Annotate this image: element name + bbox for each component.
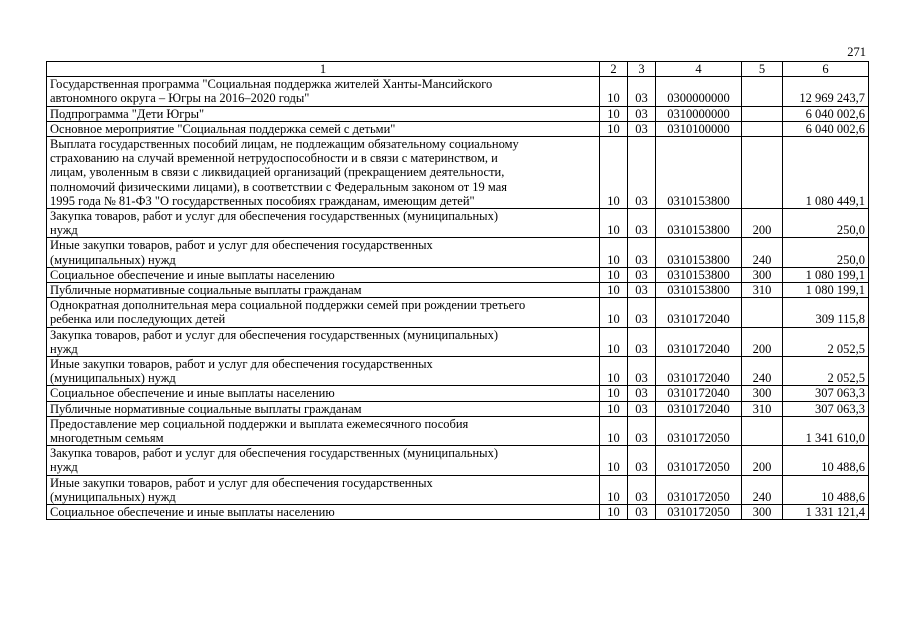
row-amount-cell: [783, 505, 869, 520]
table-row: [47, 505, 869, 520]
row-name-cell: [47, 121, 600, 136]
row-subsection-cell-text: 03: [635, 312, 648, 327]
row-expense-type-cell: [742, 386, 783, 401]
row-target-code-cell: [656, 77, 742, 106]
row-subsection-cell-text: 03: [635, 505, 648, 520]
row-section-cell-text: 10: [607, 386, 620, 401]
table-row: [47, 386, 869, 401]
row-section-cell-text: 10: [607, 371, 620, 386]
header-col-4: 4: [656, 62, 742, 77]
header-col-5: 5: [742, 62, 783, 77]
row-amount-cell: [783, 267, 869, 282]
row-target-code-cell-text: 0310172040: [667, 371, 730, 386]
row-name-cell-text: Предоставление мер социальной поддержки и выплата ежемесячного пособия многодетным семьям: [50, 416, 469, 446]
row-section-cell: [600, 238, 628, 267]
table-body: [47, 77, 869, 520]
row-name-cell: [47, 505, 600, 520]
row-target-code-cell-text: 0310153800: [667, 267, 730, 282]
row-target-code-cell-text: 0310153800: [667, 283, 730, 298]
row-target-code-cell: [656, 121, 742, 136]
row-target-code-cell: [656, 283, 742, 298]
row-amount-cell-text: 309 115,8: [815, 312, 865, 327]
row-subsection-cell-text: 03: [635, 267, 648, 282]
row-name-cell: [47, 401, 600, 416]
row-section-cell-text: 10: [607, 267, 620, 282]
row-expense-type-cell: [742, 238, 783, 267]
row-name-cell-text: Социальное обеспечение и иные выплаты населению: [50, 267, 335, 282]
table-row: [47, 106, 869, 121]
row-subsection-cell: [628, 77, 656, 106]
row-amount-cell: [783, 283, 869, 298]
row-amount-cell: [783, 416, 869, 445]
row-target-code-cell: [656, 416, 742, 445]
table-row: [47, 298, 869, 327]
row-name-cell-text: Подпрограмма "Дети Югры": [50, 106, 205, 121]
row-name-cell-text: Закупка товаров, работ и услуг для обеспечения государственных (муниципальных) нужд: [50, 327, 498, 356]
row-target-code-cell: [656, 267, 742, 282]
row-expense-type-cell-text: 310: [752, 401, 772, 416]
row-amount-cell-text: 250,0: [836, 252, 865, 267]
table-row: [47, 267, 869, 282]
table-row: [47, 357, 869, 386]
row-expense-type-cell: [742, 298, 783, 327]
row-amount-cell: [783, 209, 869, 238]
row-target-code-cell-text: 0310153800: [667, 252, 730, 267]
row-section-cell: [600, 357, 628, 386]
row-name-cell-text: Иные закупки товаров, работ и услуг для обеспечения государственных (муниципальных) нужд: [50, 475, 433, 504]
row-subsection-cell-text: 03: [635, 223, 648, 238]
row-subsection-cell: [628, 121, 656, 136]
row-target-code-cell: [656, 327, 742, 356]
budget-table: [46, 61, 869, 520]
row-name-cell-text: Государственная программа "Социальная поддержка жителей Ханты-Мансийского автономного округа – Югры на 2016–2020 годы": [50, 77, 493, 106]
row-amount-cell: [783, 121, 869, 136]
row-expense-type-cell-text: 240: [752, 489, 772, 504]
row-amount-cell: [783, 357, 869, 386]
row-subsection-cell: [628, 106, 656, 121]
row-target-code-cell-text: 0310172040: [667, 386, 730, 401]
row-expense-type-cell: [742, 106, 783, 121]
row-name-cell: [47, 446, 600, 475]
row-target-code-cell-text: 0310000000: [667, 106, 730, 121]
row-expense-type-cell: [742, 401, 783, 416]
row-amount-cell-text: 2 052,5: [827, 371, 865, 386]
row-amount-cell-text: 1 331 121,4: [805, 505, 865, 520]
row-amount-cell-text: 1 080 449,1: [805, 193, 865, 208]
row-amount-cell-text: 10 488,6: [821, 460, 865, 475]
row-section-cell-text: 10: [607, 193, 620, 208]
row-expense-type-cell: [742, 505, 783, 520]
row-section-cell: [600, 137, 628, 209]
row-expense-type-cell-text: 240: [752, 371, 772, 386]
row-name-cell-text: Социальное обеспечение и иные выплаты населению: [50, 386, 335, 401]
row-name-cell-text: Иные закупки товаров, работ и услуг для обеспечения государственных (муниципальных) нужд: [50, 357, 433, 386]
row-expense-type-cell-text: 310: [752, 283, 772, 298]
row-subsection-cell: [628, 401, 656, 416]
row-subsection-cell: [628, 137, 656, 209]
row-section-cell-text: 10: [607, 91, 620, 106]
row-expense-type-cell-text: 200: [752, 223, 772, 238]
row-amount-cell-text: 6 040 002,6: [805, 106, 865, 121]
row-expense-type-cell-text: 240: [752, 252, 772, 267]
page-number: 271: [847, 45, 866, 59]
table-row: [47, 77, 869, 106]
row-target-code-cell-text: 0310153800: [667, 223, 730, 238]
row-subsection-cell: [628, 298, 656, 327]
row-subsection-cell: [628, 238, 656, 267]
row-amount-cell-text: 12 969 243,7: [799, 91, 865, 106]
row-amount-cell-text: 1 080 199,1: [805, 267, 865, 282]
row-amount-cell-text: 1 341 610,0: [805, 431, 865, 446]
row-subsection-cell-text: 03: [635, 431, 648, 446]
row-section-cell: [600, 327, 628, 356]
row-section-cell-text: 10: [607, 121, 620, 136]
row-subsection-cell: [628, 267, 656, 282]
table-row: [47, 327, 869, 356]
header-col-1: 1: [47, 62, 600, 77]
row-name-cell: [47, 106, 600, 121]
row-name-cell-text: Публичные нормативные социальные выплаты гражданам: [50, 401, 362, 416]
row-expense-type-cell-text: 300: [752, 267, 772, 282]
table-row: [47, 238, 869, 267]
row-target-code-cell: [656, 106, 742, 121]
header-col-3: 3: [628, 62, 656, 77]
row-subsection-cell: [628, 327, 656, 356]
row-target-code-cell-text: 0310153800: [667, 193, 730, 208]
row-target-code-cell-text: 0310172040: [667, 312, 730, 327]
row-subsection-cell-text: 03: [635, 193, 648, 208]
row-subsection-cell: [628, 283, 656, 298]
row-name-cell: [47, 357, 600, 386]
row-expense-type-cell: [742, 357, 783, 386]
row-name-cell: [47, 386, 600, 401]
row-subsection-cell: [628, 416, 656, 445]
row-expense-type-cell-text: 300: [752, 505, 772, 520]
row-amount-cell: [783, 137, 869, 209]
row-name-cell: [47, 209, 600, 238]
row-target-code-cell: [656, 137, 742, 209]
row-target-code-cell-text: 0310172050: [667, 460, 730, 475]
row-section-cell: [600, 121, 628, 136]
row-subsection-cell-text: 03: [635, 91, 648, 106]
row-expense-type-cell: [742, 267, 783, 282]
row-name-cell: [47, 77, 600, 106]
row-section-cell: [600, 505, 628, 520]
row-name-cell: [47, 475, 600, 504]
row-expense-type-cell: [742, 446, 783, 475]
row-section-cell: [600, 209, 628, 238]
row-amount-cell-text: 307 063,3: [815, 401, 865, 416]
row-target-code-cell-text: 0310172050: [667, 489, 730, 504]
row-subsection-cell: [628, 475, 656, 504]
row-name-cell: [47, 283, 600, 298]
row-section-cell-text: 10: [607, 283, 620, 298]
row-target-code-cell: [656, 475, 742, 504]
row-target-code-cell: [656, 401, 742, 416]
row-expense-type-cell: [742, 327, 783, 356]
row-amount-cell: [783, 446, 869, 475]
row-amount-cell: [783, 77, 869, 106]
row-amount-cell-text: 2 052,5: [827, 341, 865, 356]
row-subsection-cell-text: 03: [635, 401, 648, 416]
row-expense-type-cell: [742, 475, 783, 504]
table-row: [47, 137, 869, 209]
row-amount-cell-text: 10 488,6: [821, 489, 865, 504]
row-name-cell-text: Закупка товаров, работ и услуг для обеспечения государственных (муниципальных) нужд: [50, 446, 498, 475]
row-amount-cell: [783, 298, 869, 327]
row-target-code-cell: [656, 298, 742, 327]
table-row: [47, 446, 869, 475]
row-expense-type-cell: [742, 416, 783, 445]
row-name-cell: [47, 267, 600, 282]
row-section-cell: [600, 416, 628, 445]
row-target-code-cell-text: 0310100000: [667, 121, 730, 136]
row-subsection-cell-text: 03: [635, 371, 648, 386]
row-amount-cell-text: 250,0: [836, 223, 865, 238]
row-amount-cell-text: 307 063,3: [815, 386, 865, 401]
row-section-cell: [600, 386, 628, 401]
row-section-cell-text: 10: [607, 312, 620, 327]
row-section-cell-text: 10: [607, 252, 620, 267]
row-subsection-cell-text: 03: [635, 489, 648, 504]
row-section-cell-text: 10: [607, 106, 620, 121]
row-amount-cell: [783, 386, 869, 401]
row-section-cell-text: 10: [607, 341, 620, 356]
row-subsection-cell-text: 03: [635, 106, 648, 121]
row-name-cell-text: Публичные нормативные социальные выплаты гражданам: [50, 283, 362, 298]
row-target-code-cell-text: 0310172040: [667, 401, 730, 416]
row-section-cell-text: 10: [607, 401, 620, 416]
row-expense-type-cell-text: 200: [752, 460, 772, 475]
row-subsection-cell: [628, 357, 656, 386]
row-section-cell: [600, 475, 628, 504]
row-expense-type-cell: [742, 137, 783, 209]
row-subsection-cell: [628, 209, 656, 238]
row-expense-type-cell-text: 200: [752, 341, 772, 356]
table-row: [47, 209, 869, 238]
row-target-code-cell: [656, 209, 742, 238]
row-subsection-cell: [628, 446, 656, 475]
row-expense-type-cell: [742, 283, 783, 298]
row-section-cell-text: 10: [607, 505, 620, 520]
table-row: [47, 416, 869, 445]
row-target-code-cell-text: 0310172040: [667, 341, 730, 356]
row-expense-type-cell: [742, 121, 783, 136]
row-subsection-cell-text: 03: [635, 252, 648, 267]
row-amount-cell-text: 6 040 002,6: [805, 121, 865, 136]
table-header: [47, 62, 869, 77]
row-section-cell: [600, 77, 628, 106]
row-name-cell: [47, 137, 600, 209]
row-subsection-cell-text: 03: [635, 460, 648, 475]
row-section-cell: [600, 267, 628, 282]
row-section-cell: [600, 401, 628, 416]
row-target-code-cell: [656, 238, 742, 267]
row-target-code-cell-text: 0300000000: [667, 91, 730, 106]
row-target-code-cell: [656, 446, 742, 475]
row-subsection-cell: [628, 505, 656, 520]
row-name-cell: [47, 416, 600, 445]
row-target-code-cell-text: 0310172050: [667, 431, 730, 446]
table-row: [47, 401, 869, 416]
table-row: [47, 121, 869, 136]
row-section-cell: [600, 283, 628, 298]
row-target-code-cell: [656, 505, 742, 520]
row-name-cell-text: Иные закупки товаров, работ и услуг для обеспечения государственных (муниципальных) нужд: [50, 238, 433, 267]
row-name-cell: [47, 298, 600, 327]
row-section-cell-text: 10: [607, 223, 620, 238]
row-name-cell-text: Закупка товаров, работ и услуг для обеспечения государственных (муниципальных) нужд: [50, 209, 498, 238]
row-subsection-cell-text: 03: [635, 121, 648, 136]
row-expense-type-cell: [742, 209, 783, 238]
row-section-cell: [600, 446, 628, 475]
row-amount-cell-text: 1 080 199,1: [805, 283, 865, 298]
table-row: [47, 283, 869, 298]
row-section-cell-text: 10: [607, 489, 620, 504]
row-name-cell-text: Основное мероприятие "Социальная поддержка семей с детьми": [50, 121, 396, 136]
row-subsection-cell: [628, 386, 656, 401]
row-section-cell: [600, 298, 628, 327]
header-row: [47, 62, 869, 77]
row-expense-type-cell: [742, 77, 783, 106]
row-subsection-cell-text: 03: [635, 341, 648, 356]
header-col-2: 2: [600, 62, 628, 77]
row-amount-cell: [783, 238, 869, 267]
row-name-cell-text: Выплата государственных пособий лицам, не подлежащим обязательному социальному страхованию на случай временной нетрудоспособности и в связи с материнством, и лицам, уволенным в связи с ликвидацией организаций (прекращением деятельности, полномочий физическими лицами), в соответствии с Федеральным законом от 19 мая 1995 года № 81-ФЗ "О государственных пособиях гражданам, имеющим детей": [50, 137, 519, 208]
row-section-cell-text: 10: [607, 431, 620, 446]
row-target-code-cell-text: 0310172050: [667, 505, 730, 520]
row-name-cell: [47, 327, 600, 356]
row-amount-cell: [783, 401, 869, 416]
table-row: [47, 475, 869, 504]
row-name-cell: [47, 238, 600, 267]
row-amount-cell: [783, 475, 869, 504]
row-section-cell-text: 10: [607, 460, 620, 475]
row-subsection-cell-text: 03: [635, 386, 648, 401]
row-name-cell-text: Социальное обеспечение и иные выплаты населению: [50, 505, 335, 520]
row-amount-cell: [783, 327, 869, 356]
row-name-cell-text: Однократная дополнительная мера социальной поддержки семей при рождении третьего ребенка или последующих детей: [50, 298, 526, 327]
row-subsection-cell-text: 03: [635, 283, 648, 298]
row-target-code-cell: [656, 386, 742, 401]
header-col-6: 6: [783, 62, 869, 77]
row-section-cell: [600, 106, 628, 121]
row-amount-cell: [783, 106, 869, 121]
row-target-code-cell: [656, 357, 742, 386]
row-expense-type-cell-text: 300: [752, 386, 772, 401]
